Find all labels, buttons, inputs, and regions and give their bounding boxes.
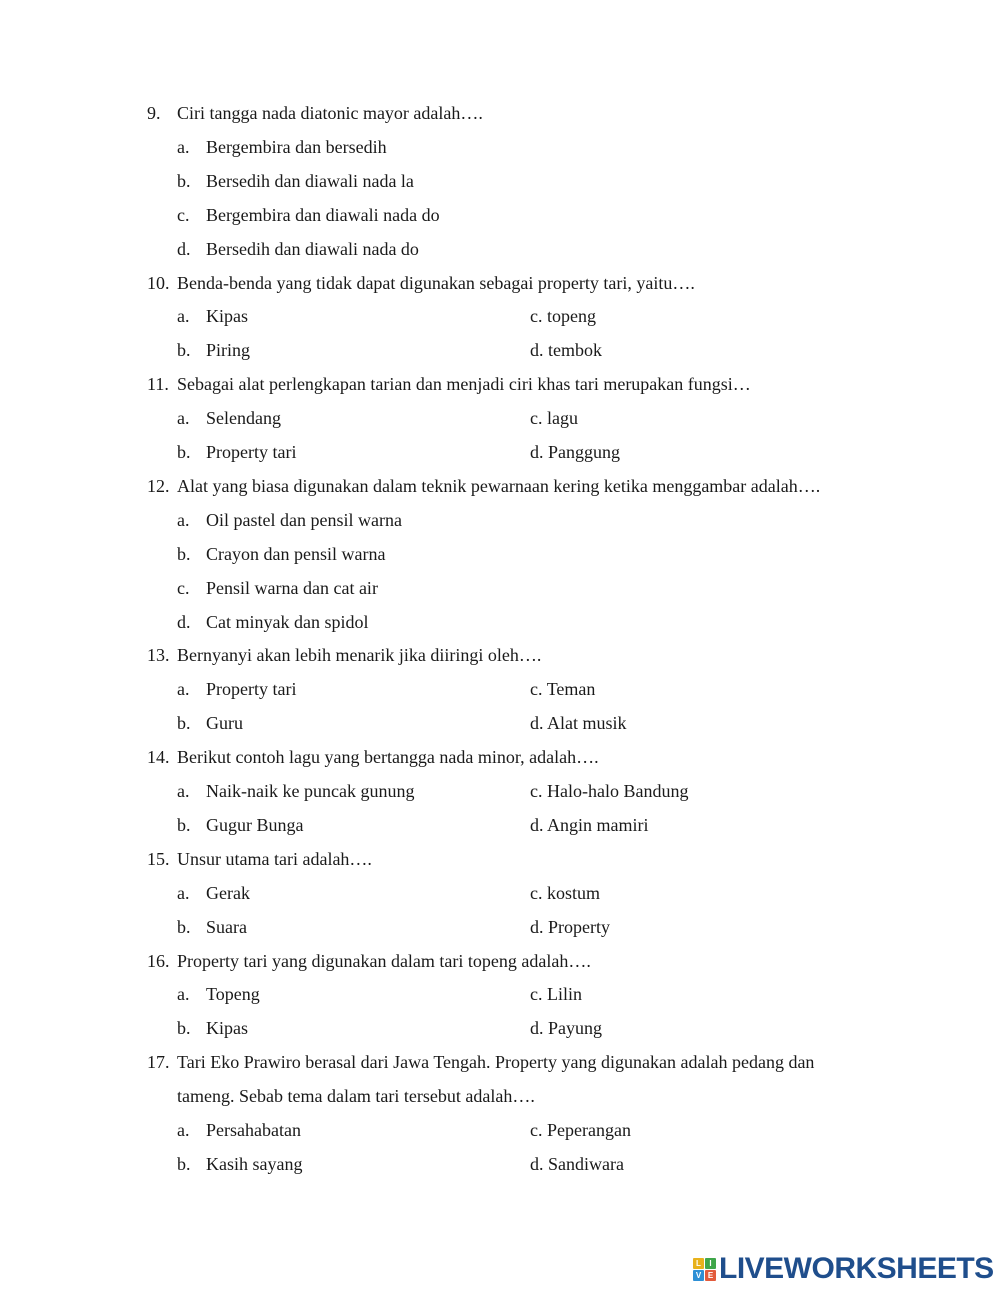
question-number: 15. <box>147 849 170 869</box>
question-text: tameng. Sebab tema dalam tari tersebut adalah…. <box>177 1086 535 1106</box>
question-line <box>0 644 1000 666</box>
question-text: Benda-benda yang tidak dapat digunakan sebagai property tari, yaitu…. <box>177 273 695 293</box>
option-right-column <box>530 1153 624 1175</box>
liveworksheets-logo-text: LIVEWORKSHEETS <box>719 1252 994 1285</box>
option-letter: a. <box>177 408 190 428</box>
option-row <box>0 509 1000 531</box>
option-right-column <box>530 712 627 734</box>
question-line <box>0 272 1000 294</box>
option-row <box>0 204 1000 226</box>
option-row <box>0 814 1000 836</box>
option-text: Bergembira dan bersedih <box>206 137 387 157</box>
question-number: 13. <box>147 645 170 665</box>
question-number: 17. <box>147 1052 170 1072</box>
option-text: Kipas <box>206 1018 248 1038</box>
liveworksheets-logo <box>693 1252 994 1286</box>
option-text: topeng <box>547 306 596 326</box>
option-row <box>0 1119 1000 1141</box>
option-text: Gerak <box>206 883 250 903</box>
option-text: Suara <box>206 917 247 937</box>
option-text: Kipas <box>206 306 248 326</box>
option-text: Angin mamiri <box>547 815 649 835</box>
option-text: Naik-naik ke puncak gunung <box>206 781 415 801</box>
question-line <box>0 102 1000 124</box>
option-text: Property tari <box>206 679 297 699</box>
option-right-column <box>530 916 610 938</box>
option-text: Cat minyak dan spidol <box>206 612 369 632</box>
option-letter: d. <box>530 1018 544 1038</box>
question-number: 11. <box>147 374 169 394</box>
option-letter: d. <box>530 340 544 360</box>
option-letter: d. <box>177 612 191 632</box>
option-row <box>0 1153 1000 1175</box>
option-text: Gugur Bunga <box>206 815 304 835</box>
option-row <box>0 611 1000 633</box>
liveworksheets-logo-icon <box>693 1258 716 1281</box>
logo-mark-tile: E <box>705 1270 716 1281</box>
option-letter: a. <box>177 781 190 801</box>
question-text: Tari Eko Prawiro berasal dari Jawa Tengah. Property yang digunakan adalah pedang dan <box>177 1052 815 1072</box>
option-row <box>0 882 1000 904</box>
question-line <box>0 373 1000 395</box>
option-letter: a. <box>177 510 190 530</box>
option-letter: c. <box>530 306 543 326</box>
question-line <box>0 848 1000 870</box>
question-text: Bernyanyi akan lebih menarik jika diiringi oleh…. <box>177 645 542 665</box>
option-text: Oil pastel dan pensil warna <box>206 510 402 530</box>
option-text: Property <box>548 917 610 937</box>
option-row <box>0 712 1000 734</box>
option-row <box>0 543 1000 565</box>
question-line <box>0 475 1000 497</box>
option-letter: d. <box>530 815 544 835</box>
question-text: Property tari yang digunakan dalam tari topeng adalah…. <box>177 951 591 971</box>
option-letter: b. <box>177 171 191 191</box>
option-text: Bergembira dan diawali nada do <box>206 205 440 225</box>
option-right-column <box>530 407 578 429</box>
option-text: tembok <box>548 340 602 360</box>
logo-mark-tile: V <box>693 1270 704 1281</box>
question-number: 9. <box>147 103 161 123</box>
option-letter: d. <box>530 1154 544 1174</box>
option-right-column <box>530 441 620 463</box>
option-row <box>0 170 1000 192</box>
option-text: Payung <box>548 1018 602 1038</box>
logo-mark-tile: L <box>693 1258 704 1269</box>
option-letter: a. <box>177 137 190 157</box>
option-text: Halo-halo Bandung <box>547 781 689 801</box>
option-text: Lilin <box>547 984 582 1004</box>
option-right-column <box>530 678 595 700</box>
question-number: 10. <box>147 273 170 293</box>
logo-mark-tile: I <box>705 1258 716 1269</box>
option-letter: d. <box>530 917 544 937</box>
option-text: lagu <box>547 408 578 428</box>
option-letter: b. <box>177 1154 191 1174</box>
option-letter: a. <box>177 1120 190 1140</box>
option-letter: b. <box>177 713 191 733</box>
option-letter: c. <box>530 679 543 699</box>
question-line <box>0 950 1000 972</box>
option-row <box>0 238 1000 260</box>
option-letter: c. <box>177 205 190 225</box>
option-row <box>0 339 1000 361</box>
option-letter: c. <box>530 781 543 801</box>
option-letter: d. <box>177 239 191 259</box>
option-text: kostum <box>547 883 601 903</box>
option-letter: c. <box>177 578 190 598</box>
question-text: Unsur utama tari adalah…. <box>177 849 372 869</box>
option-right-column <box>530 814 649 836</box>
option-letter: b. <box>177 917 191 937</box>
option-text: Pensil warna dan cat air <box>206 578 378 598</box>
option-letter: a. <box>177 984 190 1004</box>
option-right-column <box>530 305 596 327</box>
option-text: Alat musik <box>547 713 627 733</box>
question-line <box>0 1051 1000 1073</box>
question-number: 14. <box>147 747 170 767</box>
option-letter: a. <box>177 679 190 699</box>
option-letter: b. <box>177 815 191 835</box>
option-right-column <box>530 1017 602 1039</box>
option-text: Guru <box>206 713 243 733</box>
option-letter: c. <box>530 984 543 1004</box>
option-text: Piring <box>206 340 251 360</box>
option-text: Selendang <box>206 408 281 428</box>
question-number: 12. <box>147 476 170 496</box>
option-right-column <box>530 983 582 1005</box>
question-continuation <box>0 1085 1000 1107</box>
option-text: Sandiwara <box>548 1154 624 1174</box>
option-letter: d. <box>530 442 544 462</box>
option-letter: b. <box>177 544 191 564</box>
option-text: Bersedih dan diawali nada do <box>206 239 419 259</box>
option-letter: c. <box>530 1120 543 1140</box>
option-right-column <box>530 339 602 361</box>
option-text: Crayon dan pensil warna <box>206 544 386 564</box>
option-text: Topeng <box>206 984 260 1004</box>
option-row <box>0 1017 1000 1039</box>
question-number: 16. <box>147 951 170 971</box>
option-row <box>0 916 1000 938</box>
option-letter: c. <box>530 883 543 903</box>
option-row <box>0 136 1000 158</box>
option-text: Persahabatan <box>206 1120 301 1140</box>
option-text: Teman <box>546 679 596 699</box>
question-line <box>0 746 1000 768</box>
question-text: Ciri tangga nada diatonic mayor adalah…. <box>177 103 483 123</box>
option-letter: b. <box>177 1018 191 1038</box>
option-text: Kasih sayang <box>206 1154 303 1174</box>
option-row <box>0 780 1000 802</box>
option-row <box>0 441 1000 463</box>
option-right-column <box>530 882 600 904</box>
option-row <box>0 305 1000 327</box>
option-row <box>0 678 1000 700</box>
option-letter: b. <box>177 340 191 360</box>
option-text: Panggung <box>548 442 620 462</box>
option-letter: d. <box>530 713 544 733</box>
question-text: Alat yang biasa digunakan dalam teknik pewarnaan kering ketika menggambar adalah…. <box>177 476 821 496</box>
option-row <box>0 407 1000 429</box>
option-text: Property tari <box>206 442 297 462</box>
option-letter: a. <box>177 883 190 903</box>
option-row <box>0 983 1000 1005</box>
question-text: Sebagai alat perlengkapan tarian dan menjadi ciri khas tari merupakan fungsi… <box>177 374 751 394</box>
option-right-column <box>530 1119 631 1141</box>
option-row <box>0 577 1000 599</box>
option-letter: a. <box>177 306 190 326</box>
option-letter: c. <box>530 408 543 428</box>
option-right-column <box>530 780 688 802</box>
option-text: Bersedih dan diawali nada la <box>206 171 414 191</box>
option-letter: b. <box>177 442 191 462</box>
question-text: Berikut contoh lagu yang bertangga nada minor, adalah…. <box>177 747 599 767</box>
option-text: Peperangan <box>547 1120 631 1140</box>
